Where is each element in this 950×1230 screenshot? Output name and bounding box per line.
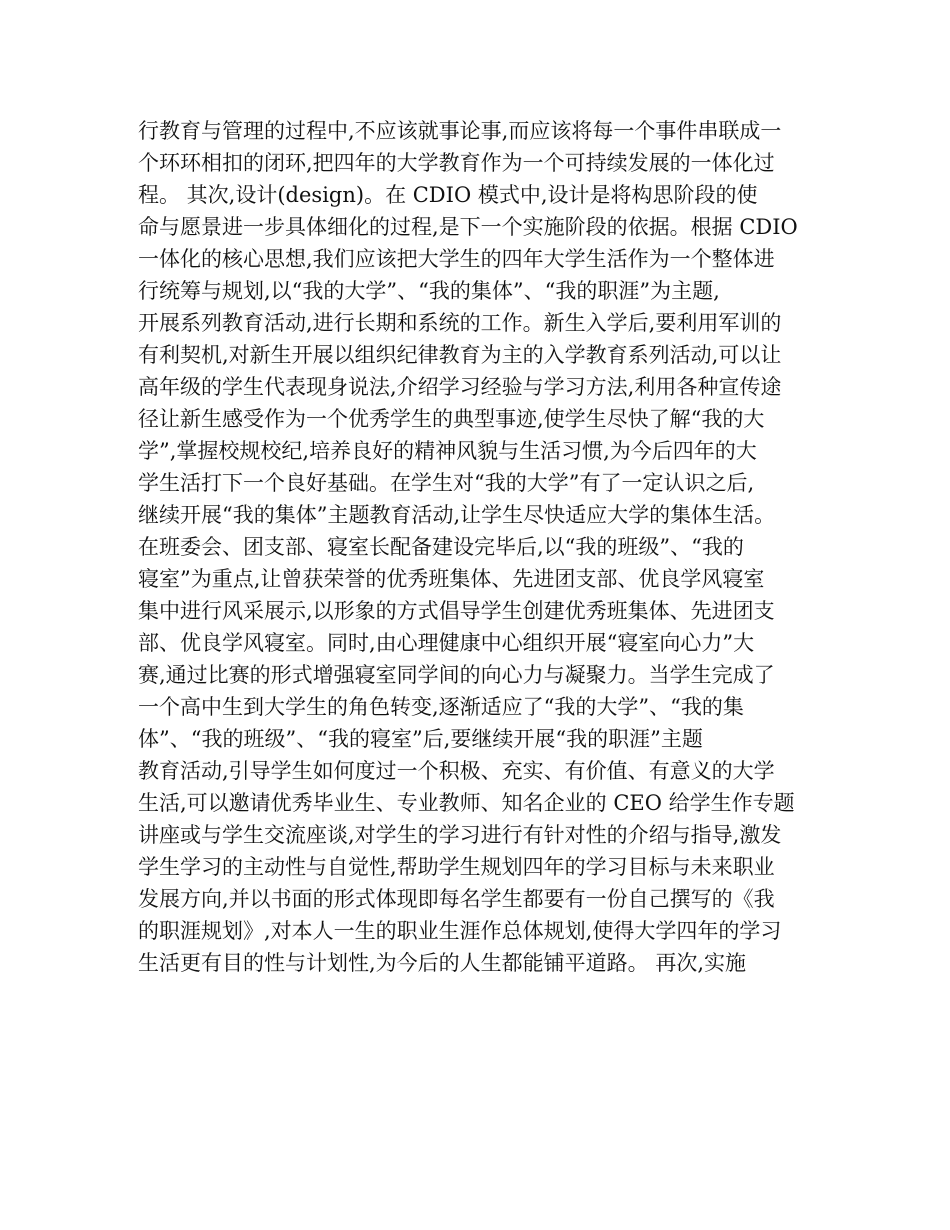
- text-line: 体”、“我的班级”、“我的寝室”后,要继续开展“我的职涯”主题: [138, 727, 703, 751]
- text-line: 高年级的学生代表现身说法,介绍学习经验与学习方法,利用各种宣传途: [138, 375, 782, 399]
- text-line: 生活,可以邀请优秀毕业生、专业教师、知名企业的 CEO 给学生作专题: [138, 791, 795, 815]
- text-line: 的职涯规划》,对本人一生的职业生涯作总体规划,使得大学四年的学习: [138, 919, 782, 943]
- text-line: 生活更有目的性与计划性,为今后的人生都能铺平道路。 再次,实施: [138, 951, 747, 975]
- text-line: 集中进行风采展示,以形象的方式倡导学生创建优秀班集体、先进团支: [138, 599, 775, 623]
- text-line: 讲座或与学生交流座谈,对学生的学习进行有针对性的介绍与指导,激发: [138, 823, 782, 847]
- text-line: 部、优良学风寝室。同时,由心理健康中心组织开展“寝室向心力”大: [138, 631, 755, 655]
- body-text: [138, 115, 828, 979]
- text-line: 在班委会、团支部、寝室长配备建设完毕后,以“我的班级”、“我的: [138, 535, 744, 559]
- text-line: 开展系列教育活动,进行长期和系统的工作。新生入学后,要利用军训的: [138, 311, 782, 335]
- text-line: 径让新生感受作为一个优秀学生的典型事迹,使学生尽快了解“我的大: [138, 407, 765, 431]
- text-line: 行教育与管理的过程中,不应该就事论事,而应该将每一个事件串联成一: [138, 119, 782, 143]
- text-line: 有利契机,对新生开展以组织纪律教育为主的入学教育系列活动,可以让: [138, 343, 782, 367]
- text-line: 学生活打下一个良好基础。在学生对“我的大学”有了一定认识之后,: [138, 471, 755, 495]
- text-line: 赛,通过比赛的形式增强寝室同学间的向心力与凝聚力。当学生完成了: [138, 663, 775, 687]
- text-line: 寝室”为重点,让曾获荣誉的优秀班集体、先进团支部、优良学风寝室: [138, 567, 765, 591]
- text-line: 行统筹与规划,以“我的大学”、“我的集体”、“我的职涯”为主题,: [138, 279, 720, 303]
- text-line: 一个高中生到大学生的角色转变,逐渐适应了“我的大学”、“我的集: [138, 695, 744, 719]
- text-line: 一体化的核心思想,我们应该把大学生的四年大学生活作为一个整体进: [138, 247, 775, 271]
- text-line: 发展方向,并以书面的形式体现即每名学生都要有一份自己撰写的《我: [138, 887, 775, 911]
- text-line: 教育活动,引导学生如何度过一个积极、充实、有价值、有意义的大学: [138, 759, 775, 783]
- text-line: 学”,掌握校规校纪,培养良好的精神风貌与生活习惯,为今后四年的大: [138, 439, 757, 463]
- text-line: 命与愿景进一步具体细化的过程,是下一个实施阶段的依据。根据 CDIO: [138, 215, 798, 239]
- text-line: 学生学习的主动性与自觉性,帮助学生规划四年的学习目标与未来职业: [138, 855, 775, 879]
- text-line: 程。 其次,设计(design)。在 CDIO 模式中,设计是将构思阶段的使: [138, 183, 758, 207]
- text-line: 继续开展“我的集体”主题教育活动,让学生尽快适应大学的集体生活。: [138, 503, 776, 527]
- text-line: 个环环相扣的闭环,把四年的大学教育作为一个可持续发展的一体化过: [138, 151, 775, 175]
